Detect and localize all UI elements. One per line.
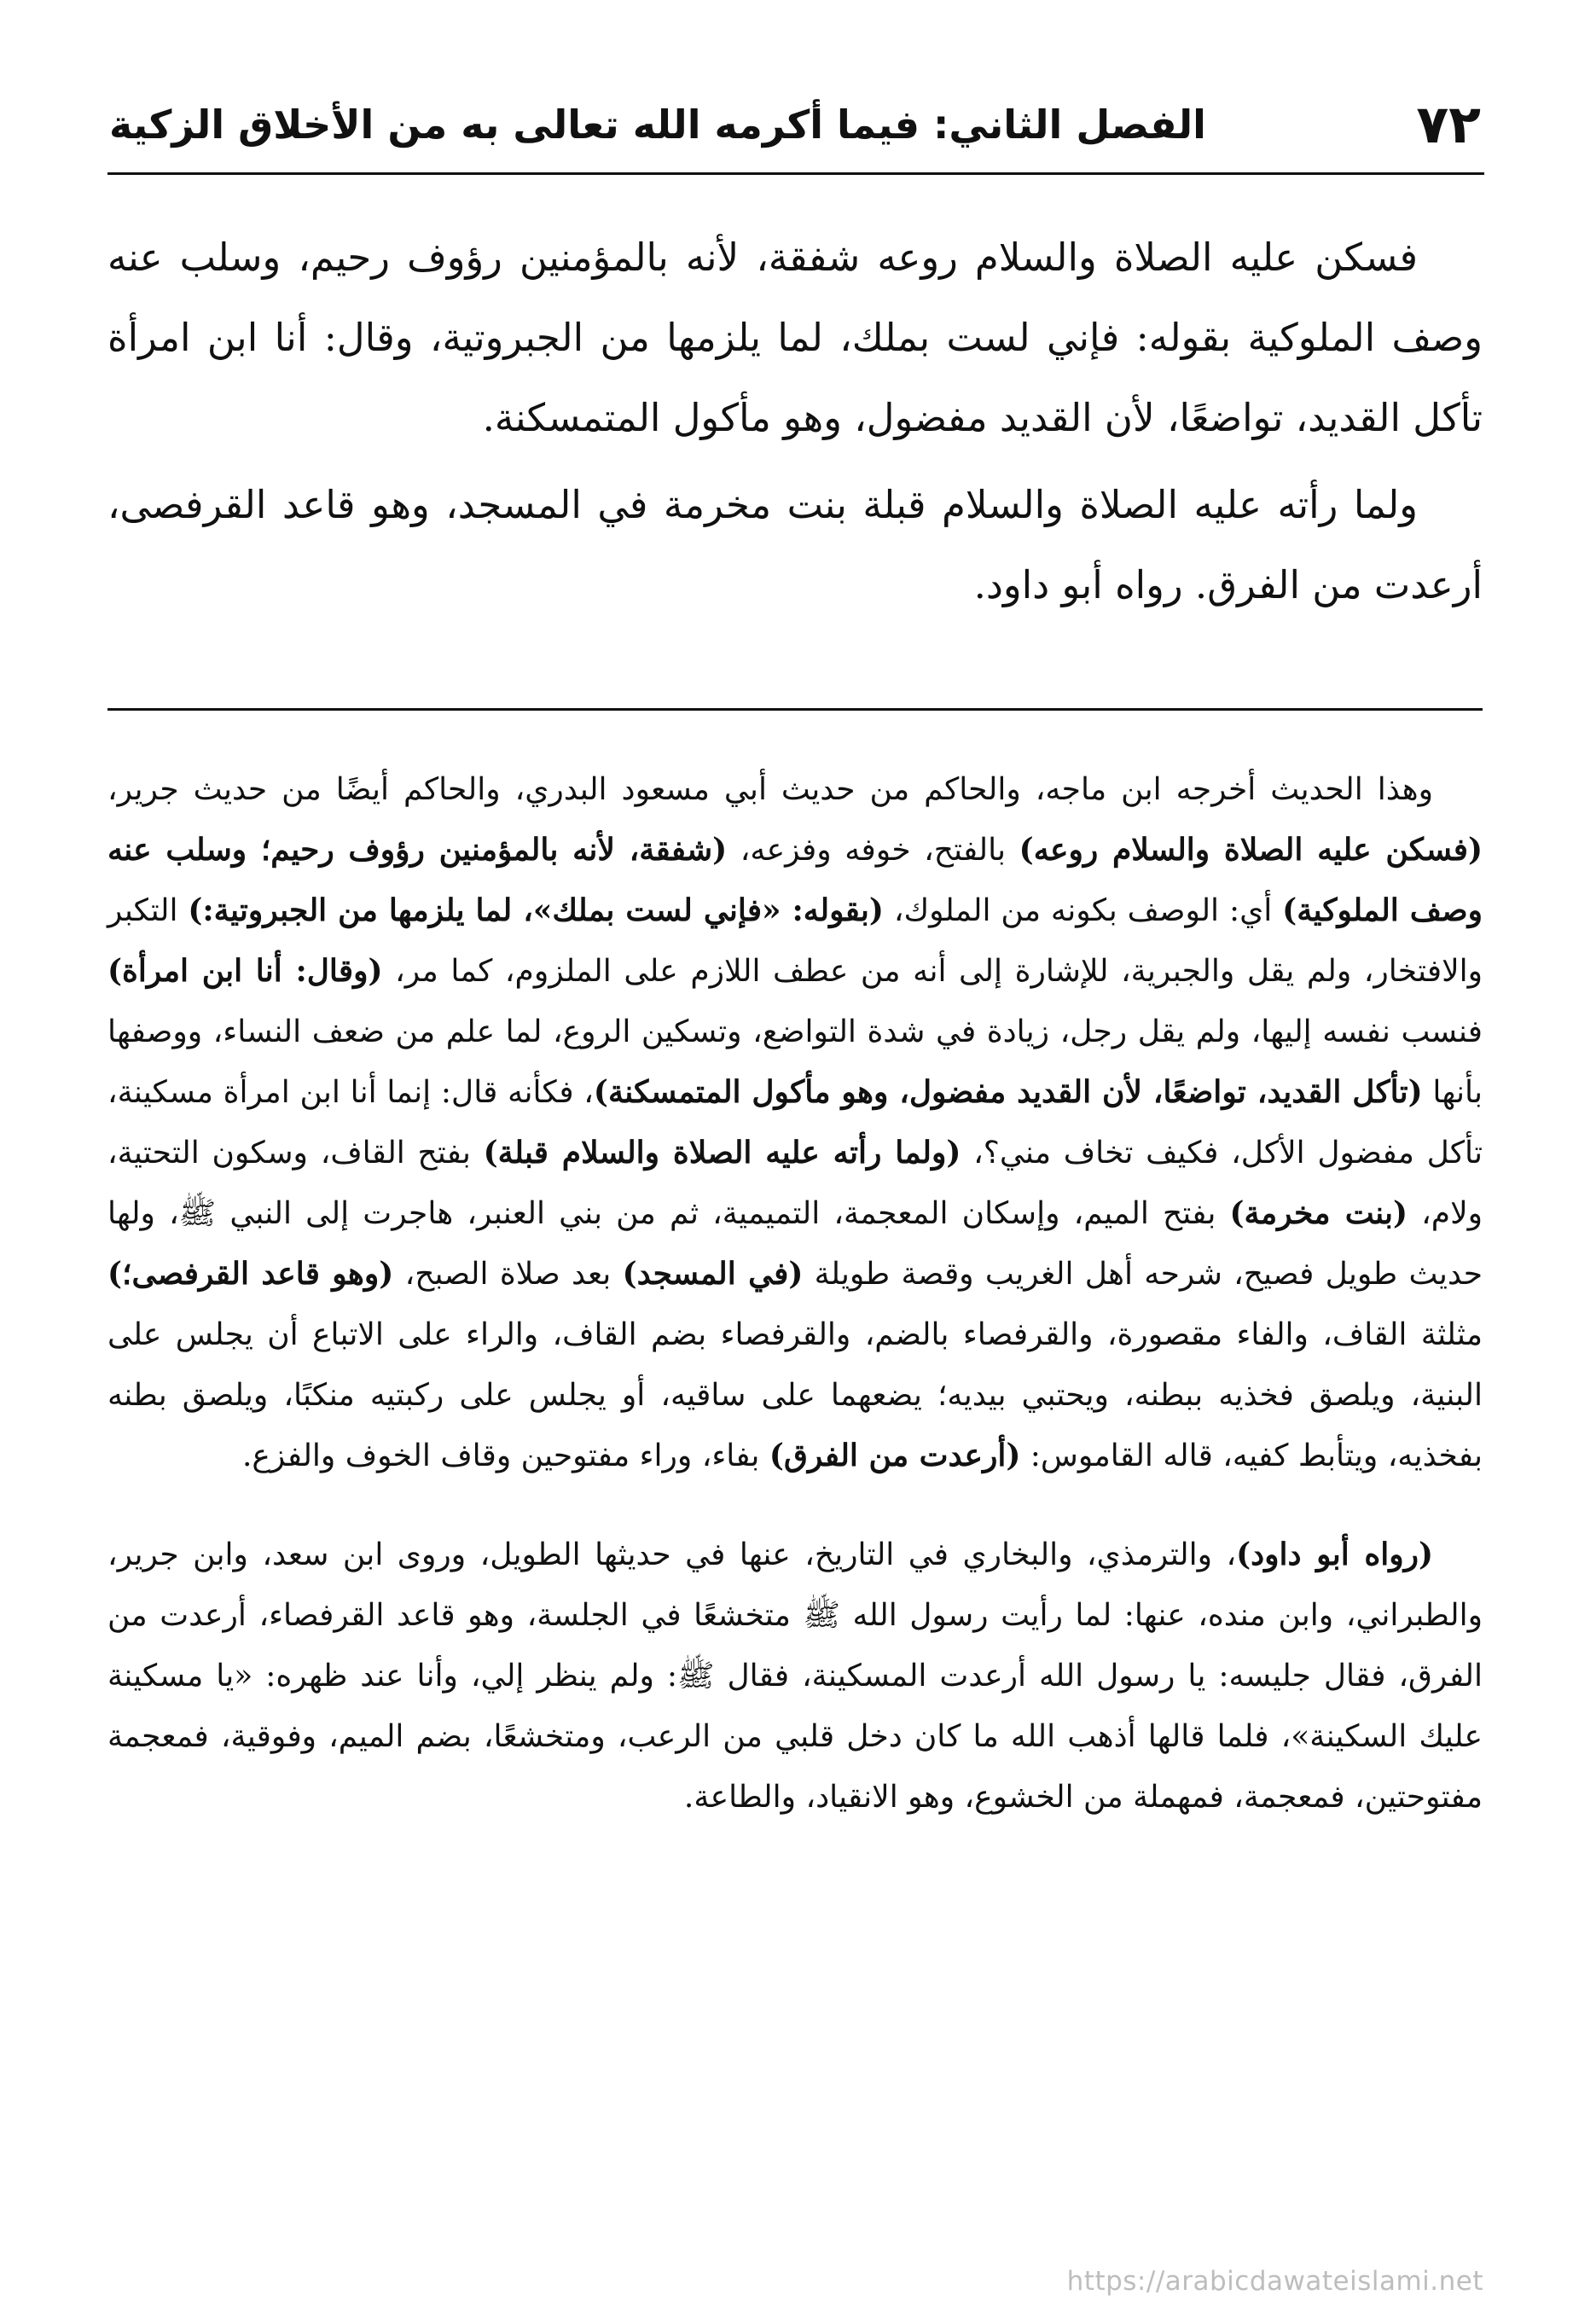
commentary-text: التكبر والافتخار، ولم يقل والجبرية، للإشارة إلى أنه من عطف اللازم على الملزوم، كما مر، <box>107 893 1483 989</box>
header-rule <box>107 172 1484 175</box>
commentary-text: بفاء، وراء مفتوحين وقاف الخوف والفزع. <box>241 1438 769 1473</box>
main-paragraph-1: فسكن عليه الصلاة والسلام روعه شفقة، لأنه بالمؤمنين رؤوف رحيم، وسلب عنه وصف الملوكية بقوله: فإني لست بملك، لما يلزمها من الجبروتية، وقال: أنا ابن امرأة تأكل القديد، تواضعًا، لأن القديد مفضول، وهو مأكول المتمسكنة. <box>107 235 1483 440</box>
commentary-text: ، والترمذي، والبخاري في التاريخ، عنها في حديثها الطويل، وروى ابن سعد، وابن جرير، والطبراني، وابن منده، عنها: لما رأيت رسول الله ﷺ متخشعًا في الجلسة، وهو قاعد القرفصاء، أرعدت من الفرق، فقال جليسه: يا رسول الله أرعدت المسكينة، فقال ﷺ: ولم ينظر إلي، وأنا عند ظهره: «يا مسكينة عليك السكينة»، فلما قالها أذهب الله ما كان دخل قلبي من الرعب، ومتخشعًا، بضم الميم، وفوقية، فمعجمة مفتوحتين، فمعجمة، فمهملة من الخشوع، وهو الانقياد، والطاعة. <box>107 1537 1483 1815</box>
commentary-text: أي: الوصف بكونه من الملوك، <box>883 893 1283 928</box>
watermark-url: https://arabicdawateislami.net <box>1066 2266 1483 2297</box>
page-number: ٧٢ <box>1416 93 1481 155</box>
commentary-text: بفتح الميم، وإسكان المعجمة، التميمية، ثم من بني العنبر، هاجرت إلى النبي ﷺ، ولها حديث طويل فصيح، شرحه أهل الغريب وقصة طويلة <box>107 1196 1483 1292</box>
quoted-matn: (ولما رأته عليه الصلاة والسلام قبلة) <box>483 1135 961 1171</box>
quoted-matn: (فسكن عليه الصلاة والسلام روعه) <box>1019 832 1483 868</box>
quoted-matn: (وهو قاعد القرفصى؛) <box>107 1256 394 1292</box>
commentary <box>107 759 1483 1827</box>
running-title: الفصل الثاني: فيما أكرمه الله تعالى به من الأخلاق الزكية <box>109 101 1206 148</box>
quoted-matn: (أرعدت من الفرق) <box>769 1438 1021 1473</box>
commentary-divider <box>107 708 1483 711</box>
commentary-text: بفتح القاف، وسكون التحتية، ولام، <box>107 1136 1483 1231</box>
page-header <box>109 78 1481 171</box>
quoted-matn: (رواه أبو داود) <box>1236 1537 1433 1572</box>
commentary-text: فنسب نفسه إليها، ولم يقل رجل، زيادة في شدة التواضع، وتسكين الروع، لما علم من ضعف النساء، ووصفها بأنها <box>107 1014 1483 1110</box>
commentary-text: ، فكأنه قال: إنما أنا ابن امرأة مسكينة، تأكل مفضول الأكل، فكيف تخاف مني؟، <box>107 1075 1483 1171</box>
commentary-text: مثلثة القاف، والفاء مقصورة، والقرفصاء بالضم، والقرفصاء بضم القاف، والراء على الاتباع أن يجلس على البنية، ويلصق فخذيه ببطنه، ويحتبي بيديه؛ يضعهما على ساقيه، أو يجلس على ركبتيه منكبًا، ويلصق بطنه بفخذيه، ويتأبط كفيه، قاله القاموس: <box>107 1317 1483 1473</box>
commentary-text: بالفتح، خوفه وفزعه، <box>727 833 1019 868</box>
quoted-matn: (بنت مخرمة) <box>1229 1195 1408 1231</box>
commentary-text: بعد صلاة الصبح، <box>393 1257 623 1292</box>
quoted-matn: (شفقة، لأنه بالمؤمنين رؤوف رحيم؛ وسلب عنه وصف الملوكية) <box>107 832 1483 928</box>
quoted-matn: (تأكل القديد، تواضعًا، لأن القديد مفضول، وهو مأكول المتمسكنة) <box>593 1074 1423 1110</box>
quoted-matn: (في المسجد) <box>622 1256 804 1292</box>
main-paragraph-2: ولما رأته عليه الصلاة والسلام قبلة بنت مخرمة في المسجد، وهو قاعد القرفصى، أرعدت من الفرق. رواه أبو داود. <box>107 482 1483 607</box>
quoted-matn: (وقال: أنا ابن امرأة) <box>107 953 383 989</box>
commentary-text: وهذا الحديث أخرجه ابن ماجه، والحاكم من حديث أبي مسعود البدري، والحاكم أيضًا من حديث جرير، <box>107 772 1433 807</box>
commentary-paragraph-1 <box>107 759 1483 1486</box>
main-text <box>107 218 1483 632</box>
commentary-paragraph-2 <box>107 1525 1483 1827</box>
quoted-matn: (بقوله: «فإني لست بملك»، لما يلزمها من الجبروتية:) <box>188 892 884 928</box>
